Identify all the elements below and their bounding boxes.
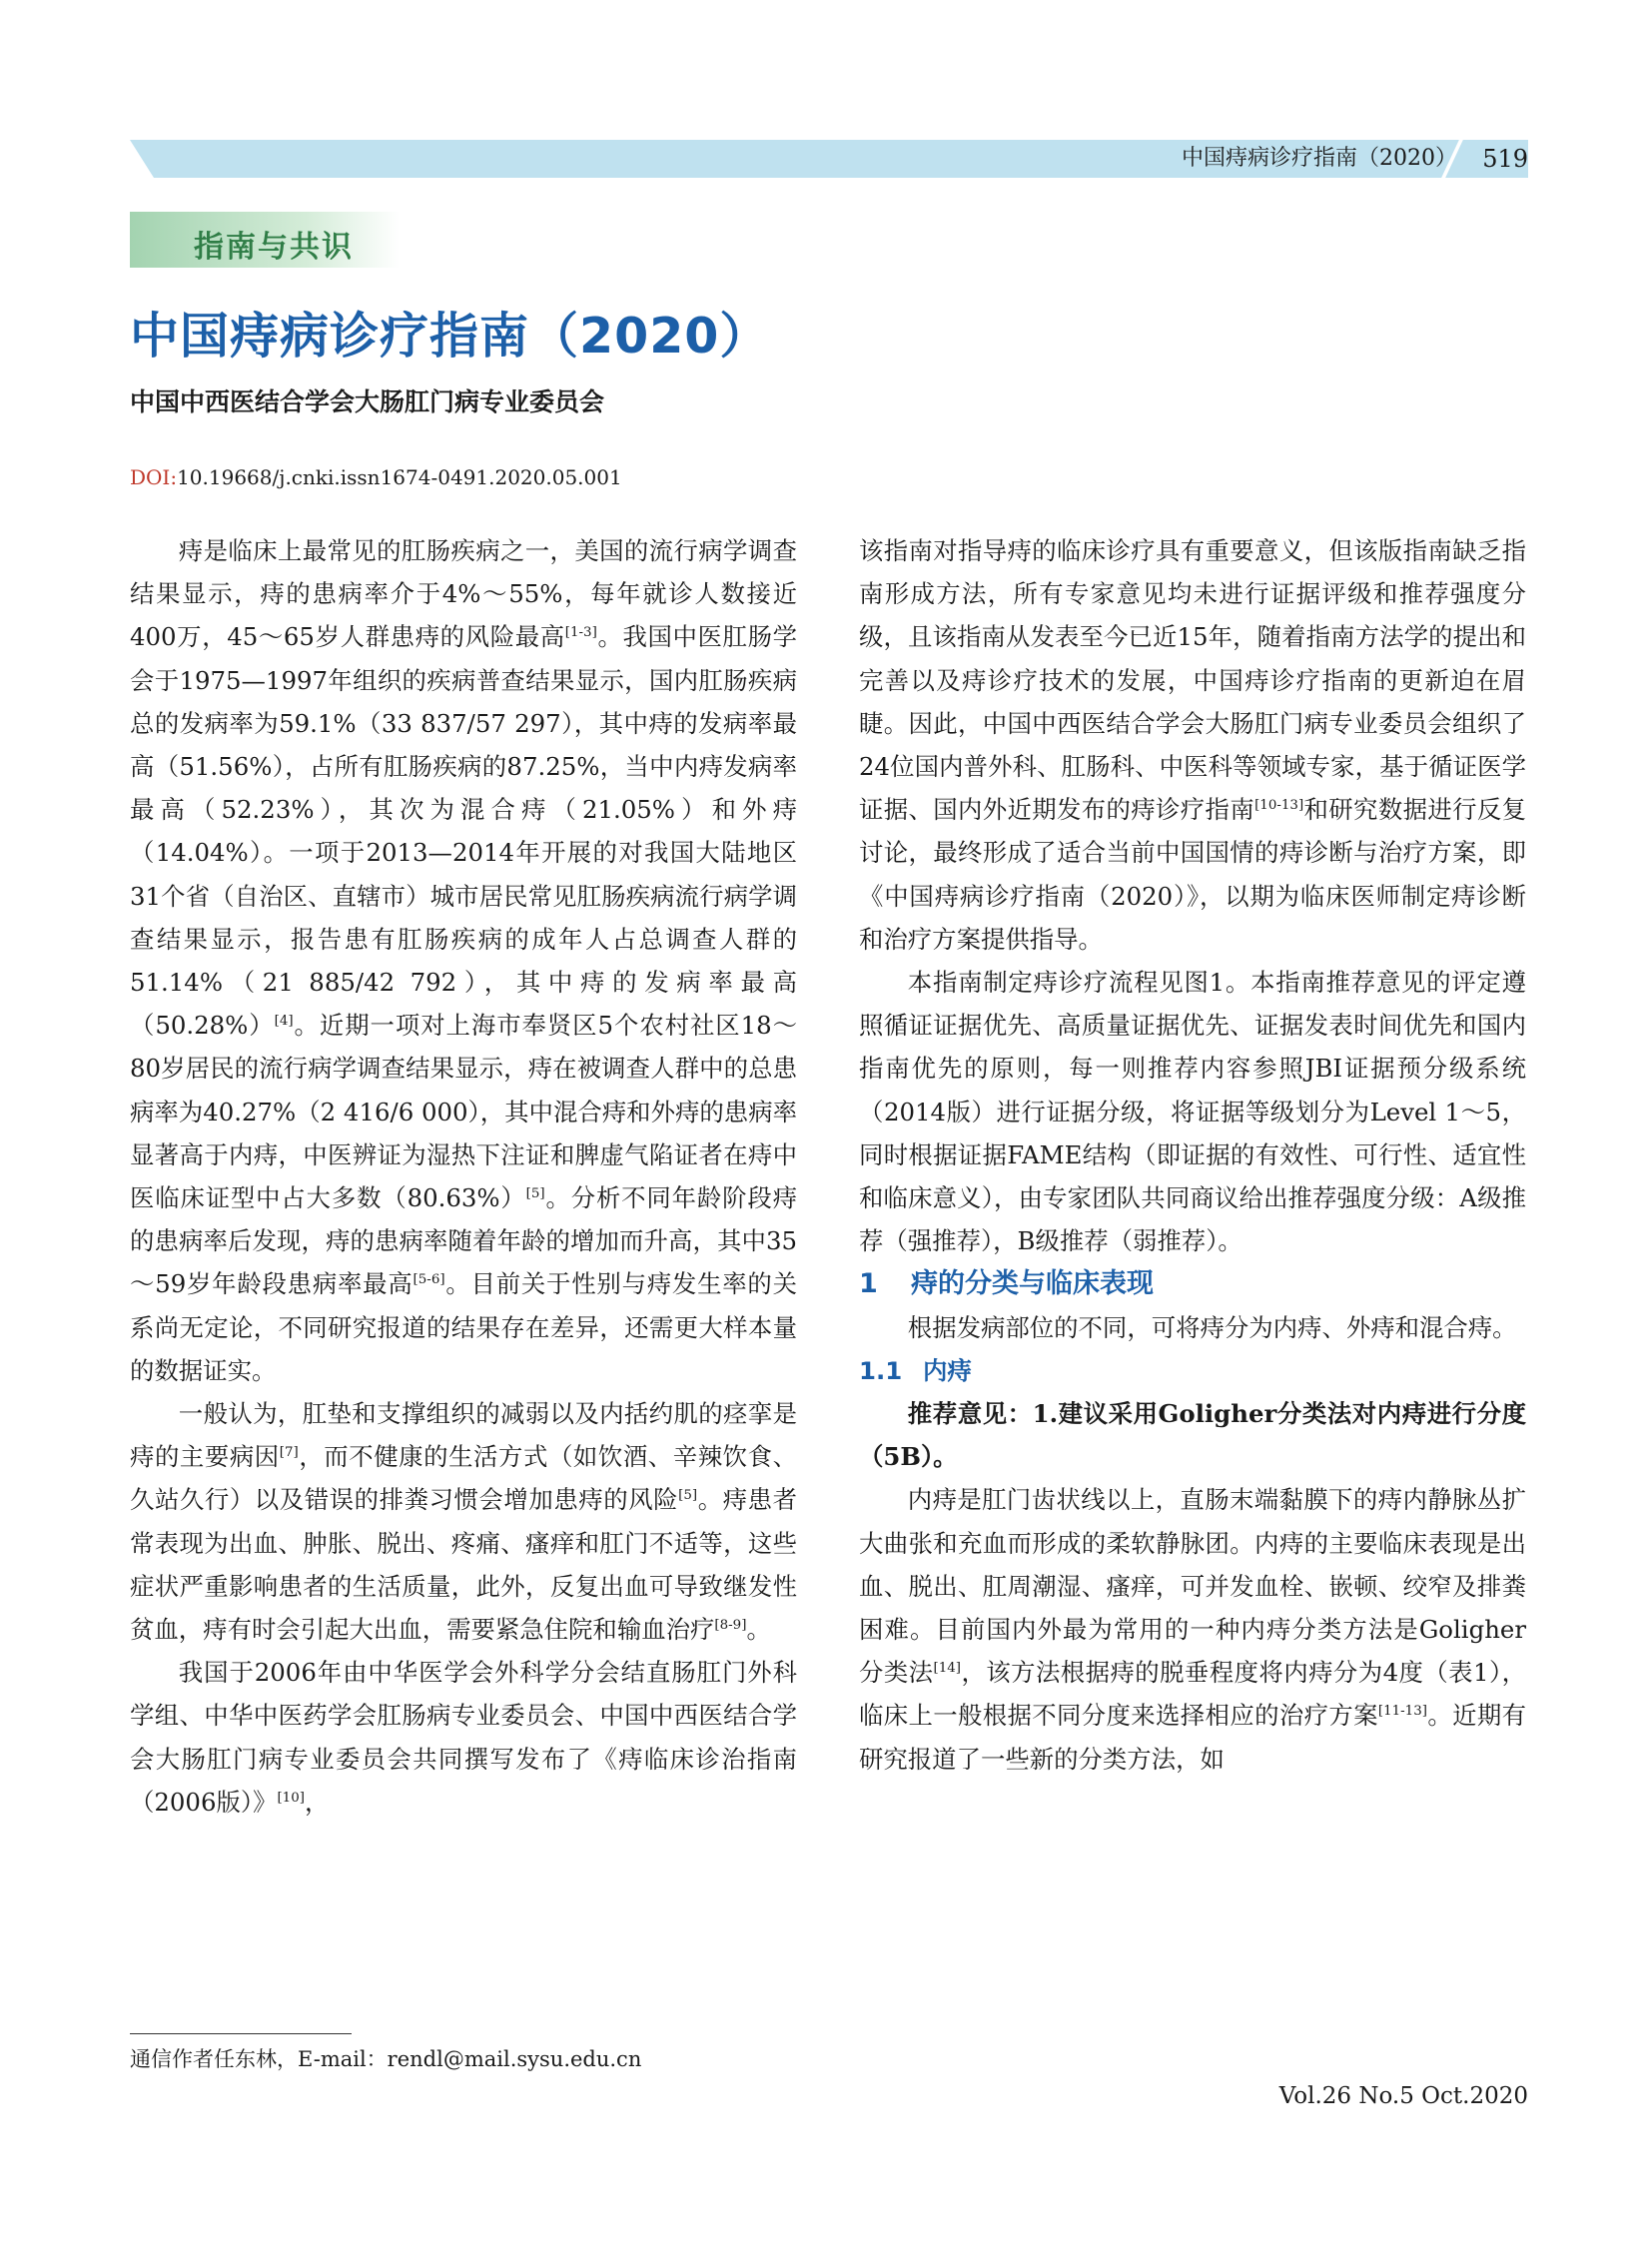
recommendation: 推荐意见：1.建议采用Goligher分类法对内痔进行分度（5B）。 <box>859 1399 1526 1472</box>
doi-value[interactable]: 10.19668/j.cnki.issn1674-0491.2020.05.001 <box>177 465 622 489</box>
citation[interactable]: [5-6] <box>413 1272 445 1288</box>
paragraph: 根据发病部位的不同，可将痔分为内痔、外痔和混合痔。 <box>907 1312 1517 1342</box>
right-column <box>859 529 1526 1781</box>
subsection-number: 1.1 <box>859 1355 903 1385</box>
subsection-heading <box>859 1349 1526 1392</box>
article-authors: 中国中西医结合学会大肠肛门病专业委员会 <box>130 387 605 416</box>
article-title: 中国痔病诊疗指南（2020） <box>130 308 770 365</box>
paragraph: 本指南制定痔诊疗流程见图1。本指南推荐意见的评定遵照循证证据优先、高质量证据优先、证据发表时间优先和国内指南优先的原则，每一则推荐内容参照JBI证据预分级系统（2014版）进行证据分级，将证据等级划分为Level 1～5，同时根据证据FAME结构（即证据的有效性、可行性、适宜性和临床意义），由专家团队共同商议给出推荐强度分级：A级推荐（强推荐），B级推荐（弱推荐）。 <box>859 968 1526 1256</box>
citation[interactable]: [4] <box>274 1014 294 1030</box>
subsection-title: 内痔 <box>923 1355 972 1385</box>
left-column <box>130 529 797 1824</box>
running-title: 中国痔病诊疗指南（2020） <box>1182 146 1457 171</box>
section-title: 痔的分类与临床表现 <box>911 1268 1154 1300</box>
section-tag-label: 指南与共识 <box>194 230 354 265</box>
citation[interactable]: [7] <box>279 1445 299 1461</box>
corresponding-author-note: 通信作者任东林，E-mail：rendl@mail.sysu.edu.cn <box>130 2047 642 2071</box>
citation[interactable]: [5] <box>678 1488 698 1504</box>
citation[interactable]: [10] <box>277 1790 305 1806</box>
paragraph: 痔是临床上最常见的肛肠疾病之一，美国的流行病学调查结果显示，痔的患病率介于4%～55%，每年就诊人数接近400万，45～65岁人群患痔的风险最高[1-3]。我国中医肛肠学会于1975—1997年组织的疾病普查结果显示，国内肛肠疾病总的发病率为59.1%（33 837/57 297），其中痔的发病率最高（51.56%），占所有肛肠疾病的87.25%，当中内痔发病率最高（52.23%），其次为混合痔（21.05%）和外痔（14.04%）。一项于2013—2014年开展的对我国大陆地区31个省（自治区、直辖市）城市居民常见肛肠疾病流行病学调查结果显示，报告患有肛肠疾病的成年人占总调查人群的51.14%（21 885/42 792），其中痔的发病率最高（50.28%）[4]。近期一项对上海市奉贤区5个农村社区18～80岁居民的流行病学调查结果显示，痔在被调查人群中的总患病率为40.27%（2 416/6 000），其中混合痔和外痔的患病率显著高于内痔，中医辨证为湿热下注证和脾虚气陷证者在痔中医临床证型中占大多数（80.63%）[5]。分析不同年龄阶段痔的患病率后发现，痔的患病率随着年龄的增加而升高，其中35～59岁年龄段患病率最高[5-6]。目前关于性别与痔发生率的关系尚无定论，不同研究报道的结果存在差异，还需更大样本量的数据证实。 <box>130 536 797 1385</box>
paragraph: 该指南对指导痔的临床诊疗具有重要意义，但该版指南缺乏指南形成方法，所有专家意见均未进行证据评级和推荐强度分级，且该指南从发表至今已近15年，随着指南方法学的提出和完善以及痔诊疗技术的发展，中国痔诊疗指南的更新迫在眉睫。因此，中国中西医结合学会大肠肛门病专业委员会组织了24位国内普外科、肛肠科、中医科等领域专家，基于循证医学证据、国内外近期发布的痔诊疗指南[10-13]和研究数据进行反复讨论，最终形成了适合当前中国国情的痔诊断与治疗方案，即《中国痔病诊疗指南（2020）》，以期为临床医师制定痔诊断和治疗方案提供指导。 <box>859 536 1526 954</box>
doi-line <box>130 465 622 489</box>
paragraph: 内痔是肛门齿状线以上，直肠末端黏膜下的痔内静脉丛扩大曲张和充血而形成的柔软静脉团。内痔的主要临床表现是出血、脱出、肛周潮湿、瘙痒，可并发血栓、嵌顿、绞窄及排粪困难。目前国内外最为常用的一种内痔分类方法是Goligher分类法[14]，该方法根据痔的脱垂程度将内痔分为4度（表1），临床上一般根据不同分度来选择相应的治疗方案[11-13]。近期有研究报道了一些新的分类方法，如 <box>859 1485 1526 1774</box>
section-tag <box>130 212 400 268</box>
journal-issue-info: Vol.26 No.5 Oct.2020 <box>1278 2083 1528 2109</box>
footnote-divider <box>130 2033 352 2034</box>
citation[interactable]: [11-13] <box>1377 1704 1427 1720</box>
section-heading <box>859 1262 1526 1305</box>
citation[interactable]: [1-3] <box>564 625 597 641</box>
paragraph: 我国于2006年由中华医学会外科学分会结直肠肛门外科学组、中华中医药学会肛肠病专业委员会、中国中西医结合学会大肠肛门病专业委员会共同撰写发布了《痔临床诊治指南（2006版）》[10]， <box>130 1658 797 1817</box>
section-number: 1 <box>859 1268 878 1300</box>
page-number: 519 <box>1482 145 1528 173</box>
doi-label: DOI: <box>130 465 178 489</box>
paragraph: 一般认为，肛垫和支撑组织的减弱以及内括约肌的痉挛是痔的主要病因[7]，而不健康的生活方式（如饮酒、辛辣饮食、久站久行）以及错误的排粪习惯会增加患痔的风险[5]。痔患者常表现为出血、肿胀、脱出、疼痛、瘙痒和肛门不适等，这些症状严重影响患者的生活质量，此外，反复出血可导致继发性贫血，痔有时会引起大出血，需要紧急住院和输血治疗[8-9]。 <box>130 1399 797 1645</box>
citation[interactable]: [5] <box>525 1185 545 1201</box>
citation[interactable]: [14] <box>933 1661 962 1677</box>
citation[interactable]: [8-9] <box>714 1617 747 1633</box>
citation[interactable]: [10-13] <box>1254 798 1304 814</box>
